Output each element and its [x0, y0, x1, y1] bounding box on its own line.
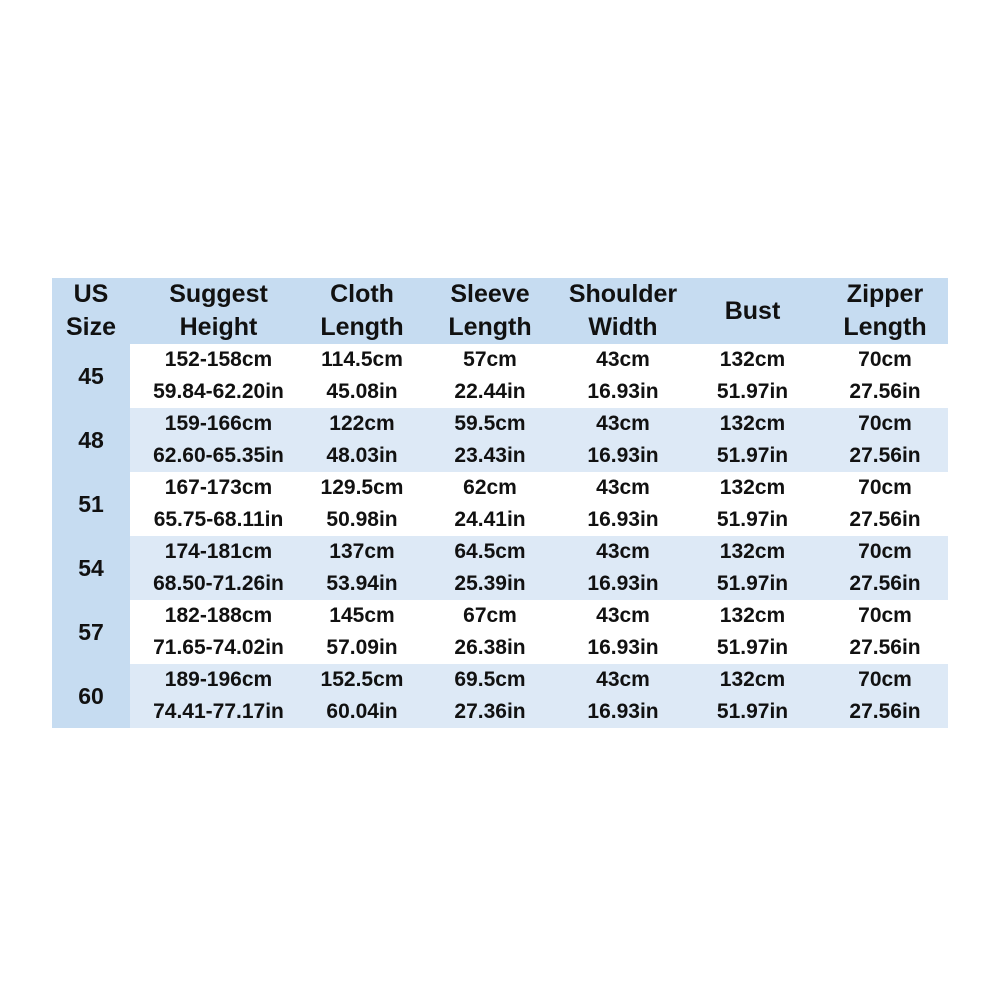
value-in: 50.98in	[326, 508, 398, 531]
value-cm: 132cm	[719, 604, 786, 627]
value-cm: 152.5cm	[320, 668, 404, 691]
bust-cell	[683, 664, 822, 728]
value-in: 16.93in	[587, 508, 659, 531]
value-in: 51.97in	[716, 380, 789, 403]
bust-cell	[683, 344, 822, 408]
value-in: 48.03in	[326, 444, 398, 467]
zipper-length-cell	[822, 664, 948, 728]
height-cell	[130, 408, 307, 472]
value-in: 16.93in	[587, 700, 659, 723]
height-cell	[130, 536, 307, 600]
table-row	[52, 600, 948, 664]
value-cm: 43cm	[596, 540, 650, 563]
value-in: 60.04in	[326, 700, 398, 723]
size-cell: 48	[52, 408, 130, 472]
header-row	[52, 278, 948, 344]
cloth-length-cell	[307, 600, 417, 664]
height-cell	[130, 664, 307, 728]
table-row	[52, 408, 948, 472]
cloth-length-cell	[307, 472, 417, 536]
value-cm: 70cm	[858, 476, 912, 499]
sleeve-length-cell	[417, 600, 563, 664]
value-cm: 145cm	[329, 604, 395, 627]
value-in: 74.41-77.17in	[153, 700, 284, 723]
value-cm: 174-181cm	[164, 540, 273, 563]
sleeve-length-cell	[417, 664, 563, 728]
value-cm: 69.5cm	[454, 668, 526, 691]
value-in: 25.39in	[454, 572, 526, 595]
value-cm: 62cm	[463, 476, 517, 499]
value-in: 24.41in	[454, 508, 526, 531]
value-cm: 43cm	[596, 476, 650, 499]
header-line: Height	[179, 313, 258, 341]
value-in: 51.97in	[716, 444, 789, 467]
value-cm: 132cm	[719, 668, 786, 691]
value-in: 16.93in	[587, 444, 659, 467]
height-cell	[130, 344, 307, 408]
value-cm: 67cm	[463, 604, 517, 627]
value-in: 57.09in	[326, 636, 398, 659]
value-in: 51.97in	[716, 636, 789, 659]
header-line: Sleeve	[450, 280, 530, 308]
header-line: Cloth	[330, 280, 394, 308]
value-cm: 57cm	[463, 348, 517, 371]
header-line: Width	[588, 313, 658, 341]
value-in: 27.56in	[849, 508, 921, 531]
height-cell	[130, 600, 307, 664]
value-cm: 70cm	[858, 348, 912, 371]
value-cm: 137cm	[329, 540, 395, 563]
size-cell: 57	[52, 600, 130, 664]
header-us-size	[52, 278, 130, 344]
table-row	[52, 536, 948, 600]
value-cm: 152-158cm	[164, 348, 273, 371]
zipper-length-cell	[822, 344, 948, 408]
size-cell: 45	[52, 344, 130, 408]
value-cm: 122cm	[329, 412, 395, 435]
sleeve-length-cell	[417, 536, 563, 600]
value-cm: 132cm	[719, 540, 786, 563]
header-suggest-height	[130, 278, 307, 344]
value-in: 27.56in	[849, 636, 921, 659]
value-in: 23.43in	[454, 444, 526, 467]
value-cm: 129.5cm	[320, 476, 404, 499]
header-line: Size	[65, 313, 117, 341]
table-row	[52, 344, 948, 408]
header-line: Shoulder	[568, 280, 678, 308]
height-cell	[130, 472, 307, 536]
value-cm: 132cm	[719, 348, 786, 371]
value-in: 16.93in	[587, 572, 659, 595]
value-cm: 114.5cm	[321, 348, 403, 371]
value-in: 59.84-62.20in	[153, 380, 284, 403]
sleeve-length-cell	[417, 344, 563, 408]
value-cm: 132cm	[719, 476, 786, 499]
value-in: 62.60-65.35in	[153, 444, 284, 467]
size-cell: 51	[52, 472, 130, 536]
bust-cell	[683, 408, 822, 472]
value-in: 68.50-71.26in	[153, 572, 284, 595]
value-cm: 159-166cm	[164, 412, 273, 435]
sleeve-length-cell	[417, 408, 563, 472]
header-bust	[683, 278, 822, 344]
value-in: 27.36in	[454, 700, 526, 723]
value-in: 45.08in	[326, 380, 398, 403]
shoulder-width-cell	[563, 472, 683, 536]
header-line: Bust	[724, 296, 781, 325]
value-in: 71.65-74.02in	[153, 636, 284, 659]
value-in: 51.97in	[716, 508, 789, 531]
shoulder-width-cell	[563, 408, 683, 472]
shoulder-width-cell	[563, 344, 683, 408]
size-cell: 60	[52, 664, 130, 728]
header-line: Zipper	[846, 280, 924, 308]
bust-cell	[683, 472, 822, 536]
value-in: 51.97in	[716, 572, 789, 595]
value-cm: 182-188cm	[164, 604, 273, 627]
shoulder-width-cell	[563, 600, 683, 664]
header-sleeve-length	[417, 278, 563, 344]
value-cm: 189-196cm	[164, 668, 273, 691]
zipper-length-cell	[822, 408, 948, 472]
value-in: 27.56in	[849, 700, 921, 723]
value-cm: 59.5cm	[454, 412, 526, 435]
bust-cell	[683, 600, 822, 664]
value-in: 53.94in	[326, 572, 398, 595]
value-in: 65.75-68.11in	[153, 508, 284, 531]
value-in: 26.38in	[454, 636, 526, 659]
header-zipper-length	[822, 278, 948, 344]
value-cm: 43cm	[596, 412, 650, 435]
zipper-length-cell	[822, 600, 948, 664]
value-cm: 70cm	[858, 412, 912, 435]
header-line: Length	[843, 313, 927, 341]
value-in: 27.56in	[849, 444, 921, 467]
value-in: 27.56in	[849, 380, 921, 403]
value-in: 16.93in	[587, 380, 659, 403]
header-shoulder-width	[563, 278, 683, 344]
value-in: 51.97in	[716, 700, 789, 723]
value-cm: 43cm	[596, 348, 650, 371]
shoulder-width-cell	[563, 536, 683, 600]
sleeve-length-cell	[417, 472, 563, 536]
value-cm: 167-173cm	[164, 476, 273, 499]
value-in: 16.93in	[587, 636, 659, 659]
zipper-length-cell	[822, 472, 948, 536]
header-cloth-length	[307, 278, 417, 344]
header-line: Length	[320, 313, 404, 341]
cloth-length-cell	[307, 536, 417, 600]
header-line: US	[73, 280, 109, 308]
cloth-length-cell	[307, 664, 417, 728]
value-cm: 132cm	[719, 412, 786, 435]
cloth-length-cell	[307, 344, 417, 408]
value-cm: 70cm	[858, 668, 912, 691]
header-line: Suggest	[169, 280, 268, 308]
size-cell: 54	[52, 536, 130, 600]
zipper-length-cell	[822, 536, 948, 600]
value-cm: 64.5cm	[454, 540, 526, 563]
size-chart-table	[52, 278, 948, 728]
value-cm: 70cm	[858, 540, 912, 563]
shoulder-width-cell	[563, 664, 683, 728]
table-row	[52, 472, 948, 536]
value-cm: 70cm	[858, 604, 912, 627]
value-cm: 43cm	[596, 604, 650, 627]
value-in: 27.56in	[849, 572, 921, 595]
value-cm: 43cm	[596, 668, 650, 691]
header-line: Length	[448, 313, 532, 341]
cloth-length-cell	[307, 408, 417, 472]
bust-cell	[683, 536, 822, 600]
value-in: 22.44in	[454, 380, 526, 403]
table-row	[52, 664, 948, 728]
